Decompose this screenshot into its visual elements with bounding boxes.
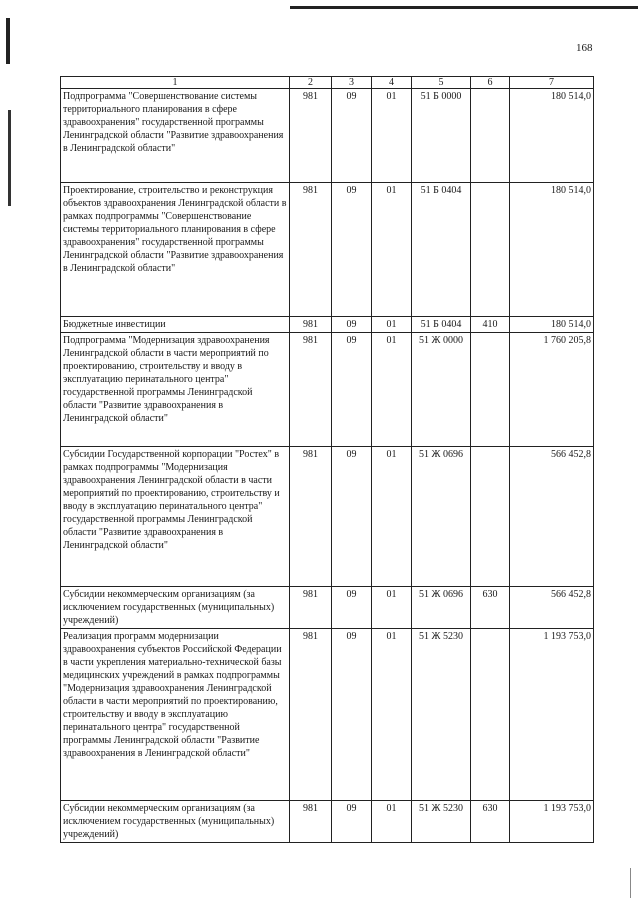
scan-edge-left — [6, 18, 10, 64]
table-row — [61, 333, 594, 447]
row-target-article: 51 Ж 0000 — [412, 333, 471, 447]
row-name: Субсидии некоммерческим организациям (за исключением государственных (муниципальных) учреждений) — [61, 801, 290, 843]
table-row — [61, 587, 594, 629]
row-section: 09 — [332, 89, 372, 183]
table-row — [61, 801, 594, 843]
scan-edge-right — [630, 868, 631, 898]
table-row — [61, 89, 594, 183]
header-col-4: 4 — [372, 77, 412, 89]
row-target-article: 51 Ж 5230 — [412, 801, 471, 843]
budget-table — [60, 76, 594, 843]
row-name: Бюджетные инвестиции — [61, 317, 290, 333]
row-amount: 180 514,0 — [510, 317, 594, 333]
row-expense-kind — [471, 89, 510, 183]
row-subsection: 01 — [372, 89, 412, 183]
row-admin-code: 981 — [290, 447, 332, 587]
row-admin-code: 981 — [290, 317, 332, 333]
header-col-6: 6 — [471, 77, 510, 89]
header-col-2: 2 — [290, 77, 332, 89]
table-row — [61, 183, 594, 317]
header-col-3: 3 — [332, 77, 372, 89]
row-expense-kind — [471, 183, 510, 317]
row-expense-kind: 410 — [471, 317, 510, 333]
row-name: Субсидии Государственной корпорации "Ростех" в рамках подпрограммы "Модернизация здравоохранения Ленинградской области в части мероприятий по проектированию, строительству и вводу в эксплуатацию перинатального центра" государственной программы Ленинградской области "Развитие здравоохранения в Ленинградской области" — [61, 447, 290, 587]
row-target-article: 51 Ж 0696 — [412, 447, 471, 587]
row-expense-kind — [471, 333, 510, 447]
row-section: 09 — [332, 629, 372, 801]
row-name: Подпрограмма "Модернизация здравоохранения Ленинградской области в части мероприятий по проектированию, строительству и вводу в эксплуатацию перинатального центра" государственной программы Ленинградской области "Развитие здравоохранения в Ленинградской области" — [61, 333, 290, 447]
row-name: Субсидии некоммерческим организациям (за исключением государственных (муниципальных) учреждений) — [61, 587, 290, 629]
row-subsection: 01 — [372, 317, 412, 333]
row-section: 09 — [332, 183, 372, 317]
header-col-1: 1 — [61, 77, 290, 89]
header-col-5: 5 — [412, 77, 471, 89]
row-name: Подпрограмма "Совершенствование системы территориального планирования в сфере здравоохранения" государственной программы Ленинградской области "Развитие здравоохранения в Ленинградской области" — [61, 89, 290, 183]
scan-edge-left-lower — [8, 110, 11, 206]
row-target-article: 51 Б 0404 — [412, 317, 471, 333]
row-target-article: 51 Ж 0696 — [412, 587, 471, 629]
header-col-7: 7 — [510, 77, 594, 89]
row-amount: 1 760 205,8 — [510, 333, 594, 447]
row-admin-code: 981 — [290, 629, 332, 801]
row-expense-kind — [471, 447, 510, 587]
row-subsection: 01 — [372, 333, 412, 447]
row-target-article: 51 Б 0404 — [412, 183, 471, 317]
row-admin-code: 981 — [290, 587, 332, 629]
scan-edge-top — [290, 6, 638, 9]
row-target-article: 51 Ж 5230 — [412, 629, 471, 801]
row-name: Проектирование, строительство и реконструкция объектов здравоохранения Ленинградской области в рамках подпрограммы "Совершенствование системы территориального планирования в сфере здравоохранения" государственной программы Ленинградской области "Развитие здравоохранения в Ленинградской области" — [61, 183, 290, 317]
row-section: 09 — [332, 333, 372, 447]
row-section: 09 — [332, 447, 372, 587]
row-admin-code: 981 — [290, 183, 332, 317]
row-amount: 180 514,0 — [510, 183, 594, 317]
row-subsection: 01 — [372, 629, 412, 801]
row-amount: 1 193 753,0 — [510, 801, 594, 843]
row-target-article: 51 Б 0000 — [412, 89, 471, 183]
row-section: 09 — [332, 317, 372, 333]
row-expense-kind: 630 — [471, 587, 510, 629]
row-subsection: 01 — [372, 587, 412, 629]
row-expense-kind — [471, 629, 510, 801]
row-section: 09 — [332, 801, 372, 843]
row-admin-code: 981 — [290, 801, 332, 843]
row-amount: 566 452,8 — [510, 587, 594, 629]
row-subsection: 01 — [372, 447, 412, 587]
row-expense-kind: 630 — [471, 801, 510, 843]
table-row — [61, 447, 594, 587]
row-admin-code: 981 — [290, 333, 332, 447]
row-subsection: 01 — [372, 801, 412, 843]
table-row — [61, 317, 594, 333]
row-name: Реализация программ модернизации здравоохранения субъектов Российской Федерации в части укрепления материально-технической базы медицинских учреждений в рамках подпрограммы "Модернизация здравоохранения Ленинградской области в части мероприятий по проектированию, строительству и вводу в эксплуатацию перинатального центра" государственной программы Ленинградской области "Развитие здравоохранения в Ленинградской области" — [61, 629, 290, 801]
table-row — [61, 629, 594, 801]
row-amount: 180 514,0 — [510, 89, 594, 183]
header-row — [61, 77, 594, 89]
row-section: 09 — [332, 587, 372, 629]
row-admin-code: 981 — [290, 89, 332, 183]
row-amount: 1 193 753,0 — [510, 629, 594, 801]
row-amount: 566 452,8 — [510, 447, 594, 587]
page-number: 168 — [576, 42, 593, 54]
row-subsection: 01 — [372, 183, 412, 317]
